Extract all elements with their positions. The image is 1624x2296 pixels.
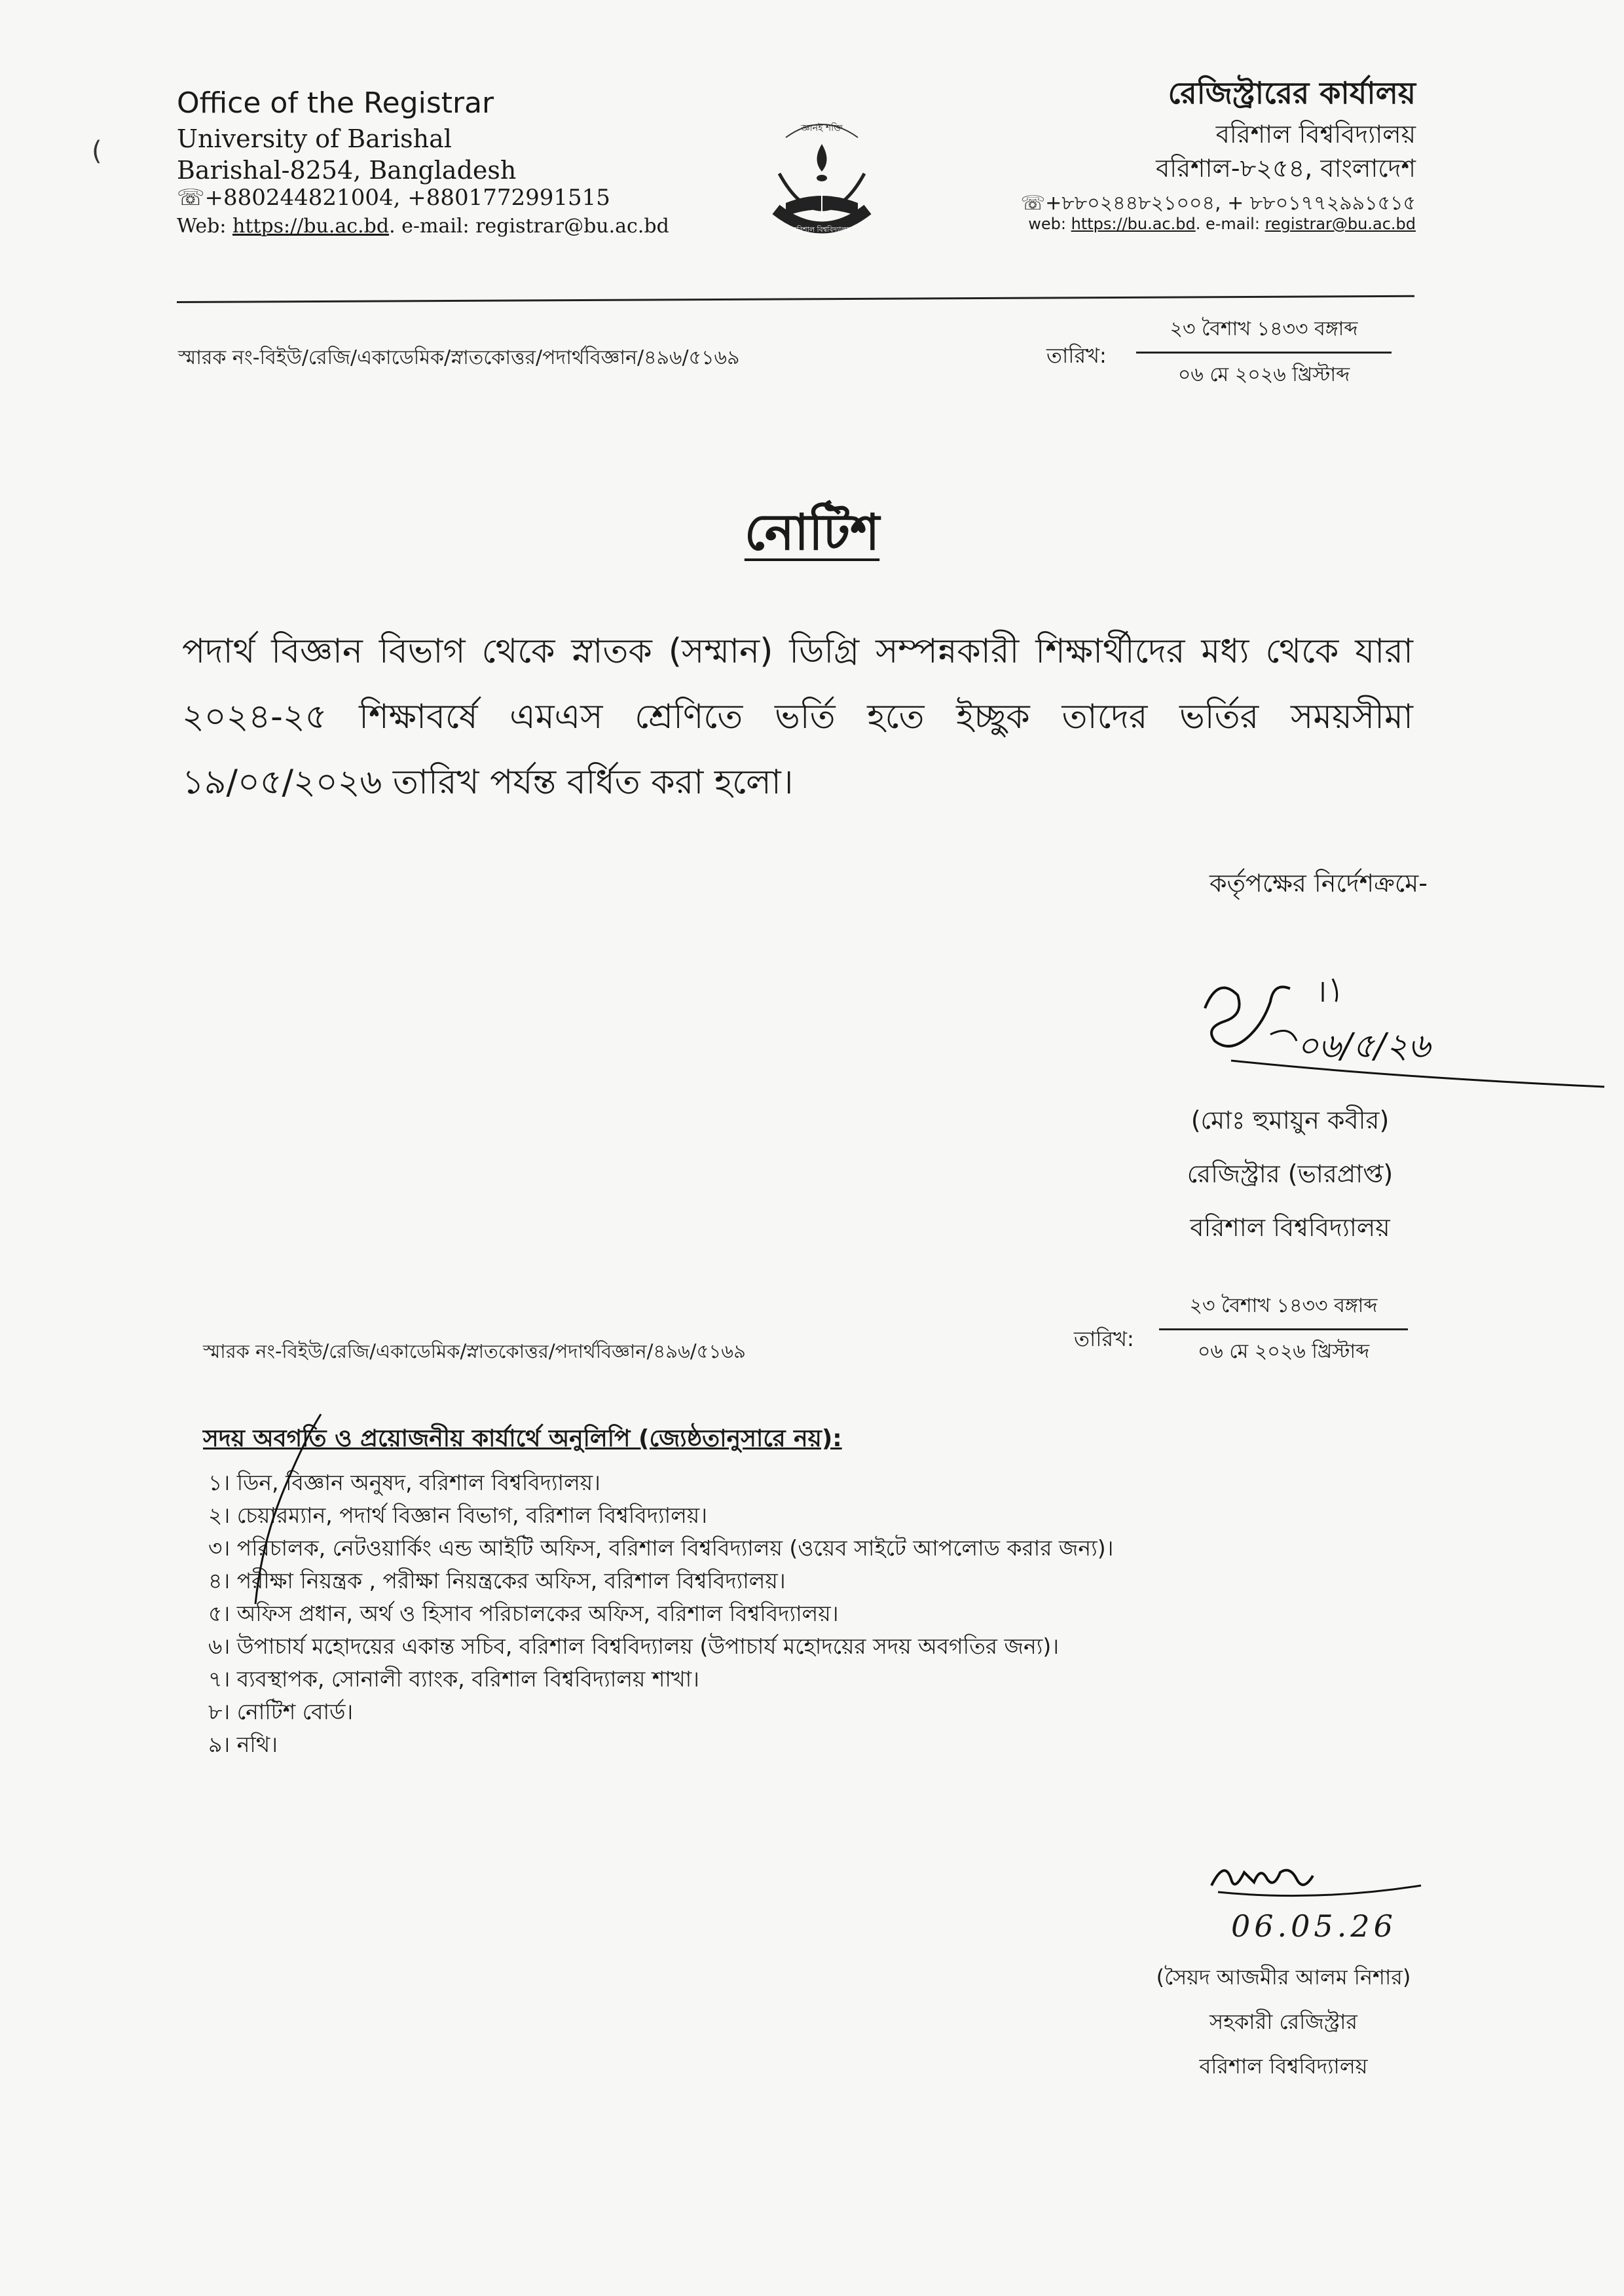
cc-title: সদয় অবগতি ও প্রয়োজনীয় কার্যার্থে অনুলিপি (জ্যেষ্ঠতানুসারে নয়): [203, 1425, 842, 1452]
handwritten-check-mark [249, 1408, 327, 1617]
address-bn: বরিশাল-৮২৫৪, বাংলাদেশ [1156, 154, 1416, 183]
cc-item: ৪। পরীক্ষা নিয়ন্ত্রক , পরীক্ষা নিয়ন্ত্রকের অফিস, বরিশাল বিশ্ববিদ্যালয়। [208, 1568, 786, 1594]
email-label-bn: . e-mail: [1195, 215, 1265, 233]
web-label-bn: web: [1028, 215, 1071, 233]
signatory2-block [1107, 1961, 1460, 2085]
cc-item: ১। ডিন, বিজ্ঞান অনুষদ, বরিশাল বিশ্ববিদ্যালয়। [208, 1470, 600, 1495]
date-label: তারিখ: [1046, 343, 1107, 368]
cc-item: ২। চেয়ারম্যান, পদার্থ বিজ্ঞান বিভাগ, বরিশাল বিশ্ববিদ্যালয়। [208, 1503, 708, 1528]
date-gregorian-2: ০৬ মে ২০২৬ খ্রিস্টাব্দ [1197, 1340, 1370, 1363]
signatory2-name: (সৈয়দ আজমীর আলম নিশার) [1156, 1965, 1411, 1990]
university-name-en: University of Barishal [177, 124, 452, 153]
logo-motto: জ্ঞানই শক্তি [801, 123, 843, 134]
cc-item: ৭। ব্যবস্থাপক, সোনালী ব্যাংক, বরিশাল বিশ্ববিদ্যালয় শাখা। [208, 1666, 699, 1692]
signatory2-org: বরিশাল বিশ্ববিদ্যালয় [1199, 2054, 1368, 2079]
date-stack [1136, 313, 1392, 392]
signatory1-title: রেজিস্ট্রার (ভারপ্রাপ্ত) [1187, 1159, 1393, 1188]
date-bengali-2: ২৩ বৈশাখ ১৪৩৩ বঙ্গাব্দ [1159, 1290, 1408, 1330]
notice-title: নোটিশ [744, 503, 880, 561]
cc-item: ৮। নোটিশ বোর্ড। [208, 1699, 354, 1724]
memo-number: স্মারক নং-বিইউ/রেজি/একাডেমিক/স্নাতকোত্তর/পদার্থবিজ্ঞান/৪৯৬/৫১৬৯ [178, 346, 740, 369]
address-en: Barishal-8254, Bangladesh [177, 156, 517, 185]
header-divider [177, 295, 1414, 303]
website-link-bn[interactable]: https://bu.ac.bd [1071, 215, 1196, 233]
office-title-bn: রেজিস্ট্রারের কার্যালয় [1168, 75, 1416, 111]
university-logo [760, 111, 884, 242]
cc-item: ৬। উপাচার্য মহোদয়ের একান্ত সচিব, বরিশাল বিশ্ববিদ্যালয় (উপাচার্য মহোদয়ের সদয় অবগতির জন্য)। [208, 1633, 1059, 1659]
signature1-date: ০৬/৫/২৬ [1297, 1027, 1431, 1066]
date-stack-2 [1159, 1290, 1408, 1369]
website-link-en[interactable]: https://bu.ac.bd [232, 215, 390, 238]
cc-item: ৯। নথি। [208, 1732, 278, 1757]
university-name-bn: বরিশাল বিশ্ববিদ্যালয় [1215, 120, 1416, 149]
margin-mark: ( [92, 136, 102, 166]
authority-line: কর্তৃপক্ষের নির্দেশক্রমে- [1209, 869, 1428, 898]
memo-number-2: স্মারক নং-বিইউ/রেজি/একাডেমিক/স্নাতকোত্তর/পদার্থবিজ্ঞান/৪৯৬/৫১৬৯ [203, 1340, 746, 1362]
signatory1-name: (মোঃ হুমায়ুন কবীর) [1190, 1106, 1390, 1135]
signatory1-org: বরিশাল বিশ্ববিদ্যালয় [1190, 1213, 1390, 1242]
email-link-bn[interactable]: registrar@bu.ac.bd [1264, 215, 1416, 233]
signature2-date: 06.05.26 [1231, 1908, 1397, 1944]
assistant-registrar-signature [1198, 1840, 1434, 1918]
phone-bn: ☏+৮৮০২৪৪৮২১০০৪, + ৮৮০১৭৭২৯৯১৫১৫ [1020, 192, 1416, 215]
web-email-bn [1028, 215, 1416, 233]
date-bengali: ২৩ বৈশাখ ১৪৩৩ বঙ্গাব্দ [1136, 313, 1392, 354]
web-email-en [177, 215, 669, 238]
cc-list [208, 1467, 1113, 1761]
signatory1-block [1126, 1101, 1454, 1250]
office-title-en: Office of the Registrar [177, 86, 494, 120]
web-label: Web: [177, 215, 232, 238]
email-en: . e-mail: registrar@bu.ac.bd [389, 215, 669, 238]
date-label-2: তারিখ: [1074, 1326, 1134, 1351]
cc-item: ৩। পরিচালক, নেটওয়ার্কিং এন্ড আইটি অফিস, বরিশাল বিশ্ববিদ্যালয় (ওয়েব সাইটে আপলোড করার জন্য)। [208, 1535, 1114, 1561]
registrar-signature [1192, 962, 1617, 1093]
logo-name: বরিশাল বিশ্ববিদ্যালয় [792, 225, 851, 234]
notice-body: পদার্থ বিজ্ঞান বিভাগ থেকে স্নাতক (সম্মান) ডিগ্রি সম্পন্নকারী শিক্ষার্থীদের মধ্য থেকে যারা ২০২৪-২৫ শিক্ষাবর্ষে এমএস শ্রেণিতে ভর্তি হতে ইচ্ছুক তাদের ভর্তির সময়সীমা ১৯/০৫/২০২৬ তারিখ পর্যন্ত বর্ধিত করা হলো। [182, 632, 1413, 802]
signatory2-title: সহকারী রেজিস্ট্রার [1209, 2009, 1358, 2034]
cc-item: ৫। অফিস প্রধান, অর্থ ও হিসাব পরিচালকের অফিস, বরিশাল বিশ্ববিদ্যালয়। [208, 1601, 839, 1626]
date-gregorian: ০৬ মে ২০২৬ খ্রিস্টাব্দ [1177, 363, 1350, 386]
phone-en: ☏+880244821004, +8801772991515 [177, 185, 610, 211]
